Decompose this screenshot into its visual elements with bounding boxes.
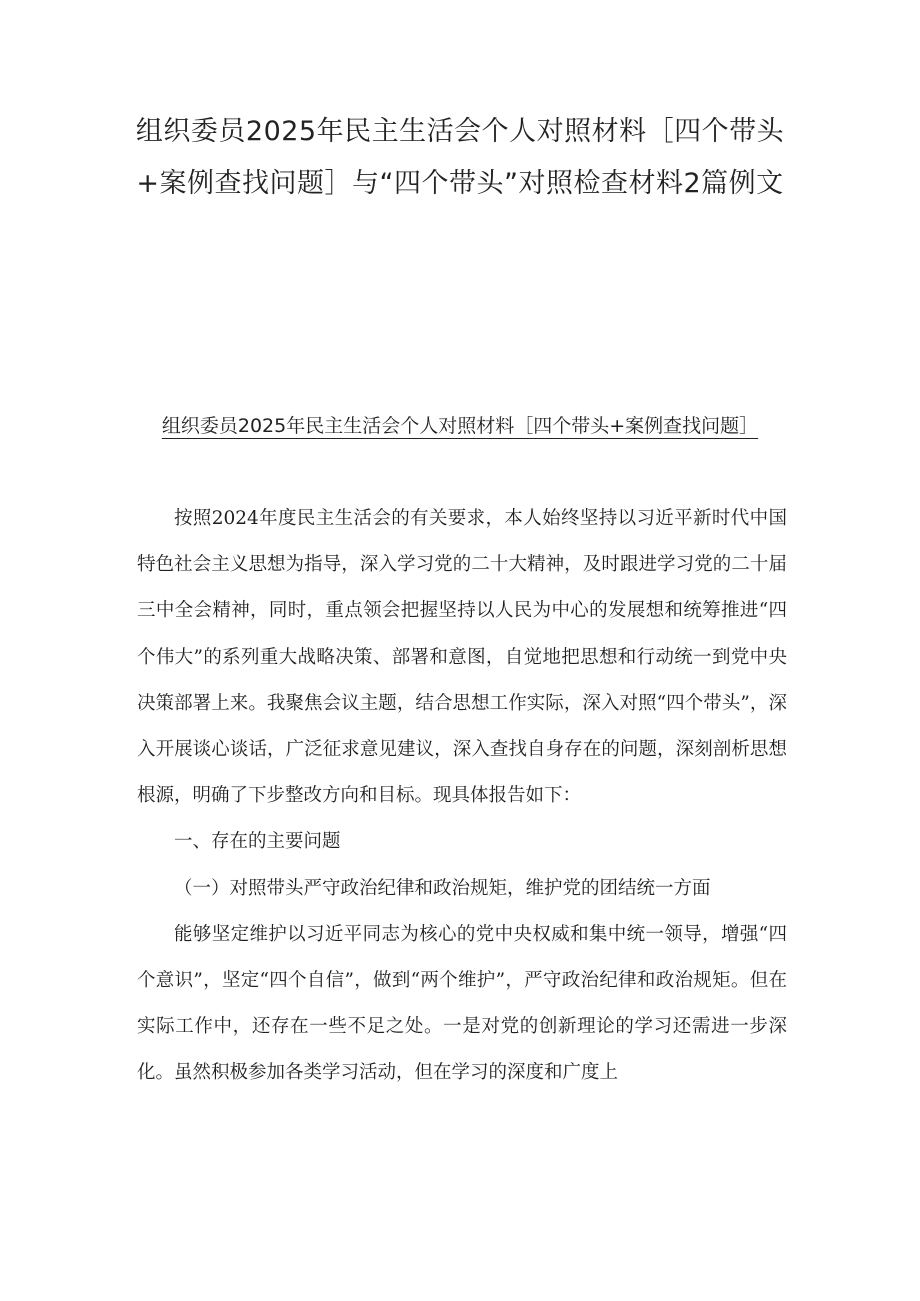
document-title: 组织委员2025年民主生活会个人对照材料［四个带头+案例查找问题］与“四个带头”对照检查材料2篇例文: [135, 116, 785, 199]
body-paragraph: 能够坚定维护以习近平同志为核心的党中央权威和集中统一领导，增强“四个意识”，坚定“四个自信”，做到“两个维护”，严守政治纪律和政治规矩。但在实际工作中，还存在一些不足之处。一是对党的创新理论的学习还需进一步深化。虽然积极参加各类学习活动，但在学习的深度和广度上: [137, 923, 787, 1084]
document-body: [137, 496, 787, 1097]
section-heading: 一、存在的主要问题: [174, 831, 341, 853]
section-title: 组织委员2025年民主生活会个人对照材料［四个带头+案例查找问题］: [161, 415, 759, 437]
subsection-heading: （一）对照带头严守政治纪律和政治规矩，维护党的团结统一方面: [174, 877, 711, 899]
intro-paragraph: 按照2024年度民主生活会的有关要求，本人始终坚持以习近平新时代中国特色社会主义思想为指导，深入学习党的二十大精神，及时跟进学习党的二十届三中全会精神，同时，重点领会把握坚持以人民为中心的发展想和统筹推进“四个伟大”的系列重大战略决策、部署和意图，自觉地把思想和行动统一到党中央决策部署上来。我聚焦会议主题，结合思想工作实际，深入对照“四个带头”，深入开展谈心谈话，广泛征求意见建议，深入查找自身存在的问题，深刻剖析思想根源，明确了下步整改方向和目标。现具体报告如下：: [137, 508, 787, 807]
